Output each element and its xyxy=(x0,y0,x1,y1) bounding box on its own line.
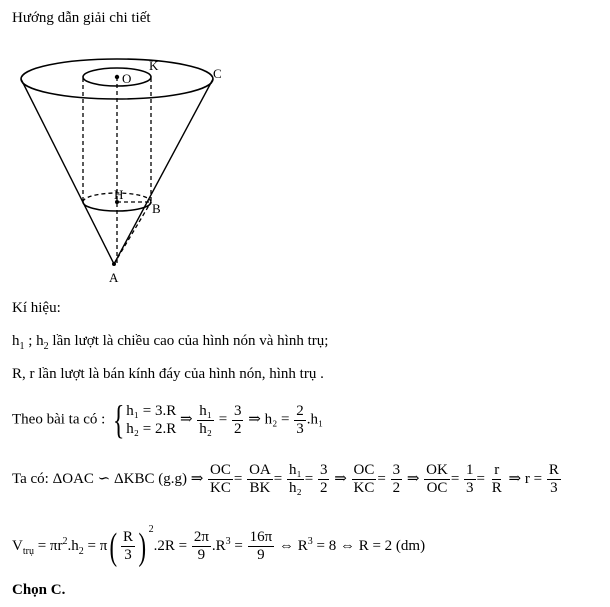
label-c: C xyxy=(213,66,222,81)
label-o: O xyxy=(122,71,132,86)
equation-system: Theo bài ta có : { h₁ = 3.R h₂ = 2.R ⇒ $\frac{\text{h₁}}{\text{h₂}}$ = $\frac{3}{2}$ ⇒ h₂ = $\frac{2}{3}$ .h₁ xyxy=(12,397,324,442)
cone-left-side xyxy=(21,79,114,264)
cone-cylinder-figure xyxy=(12,52,252,282)
volume-equation: $V_{trụ} = \pi r^2.h_2 = \pi$( $\frac{R}{3}$ ) $^2$.2R = $\frac{2\pi}{9}$ $.R^3$ = $\frac{16\pi}{9}$ ⇔ $R^3 = 8$ ⇔ R = 2 (dm) xyxy=(12,524,426,568)
notation-title: Kí hiệu: xyxy=(12,300,61,316)
label-a: A xyxy=(109,270,119,282)
label-k: K xyxy=(149,58,159,73)
label-b: B xyxy=(152,201,161,216)
definition-radii: R, r lần lượt là bán kính đáy của hình nón, hình trụ . xyxy=(12,366,324,382)
answer: Chọn C. xyxy=(12,582,66,598)
cone-right-side xyxy=(114,79,213,264)
label-h: H xyxy=(114,187,124,202)
definition-heights: $h_1$ ; $h_2$ lần lượt là chiều cao của hình nón và hình trụ; xyxy=(12,333,329,352)
point-o xyxy=(115,75,119,79)
point-a xyxy=(112,262,116,266)
heading: Hướng dẫn giải chi tiết xyxy=(12,10,151,26)
similarity-equation: Ta có: ΔOAC ∽ ΔKBC (g.g) ⇒ $\frac{OC}{KC}$ = $\frac{OA}{BK}$ = $\frac{\text{h₁}}{\text{h₂}}$ = $\frac{3}{2}$ ⇒ $\frac{OC}{KC}$ = $\frac{3}{2}$ ⇒ $\frac{OK}{OC}$ = $\frac{1}{3}$ = $\frac{r}{R}$ ⇒ r = $\frac{R}{3}$ xyxy=(12,462,559,496)
